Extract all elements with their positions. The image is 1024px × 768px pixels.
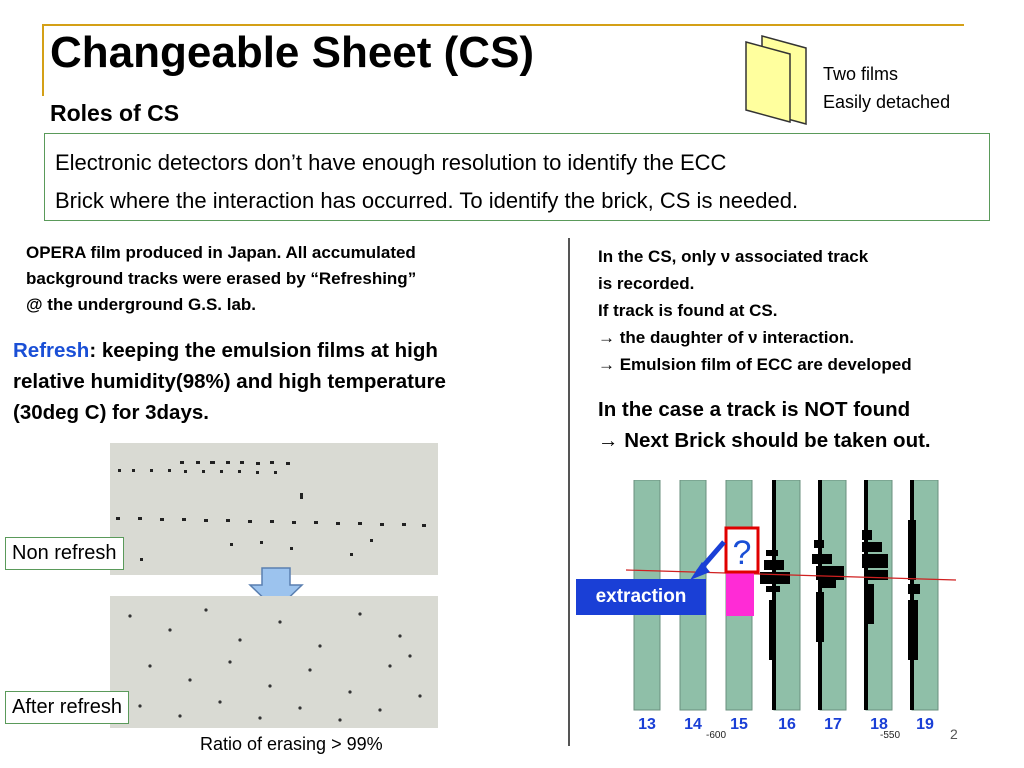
cs-line4: → the daughter of ν interaction. (598, 328, 854, 347)
films-note-line1: Two films (823, 64, 899, 84)
non-refresh-image (110, 443, 438, 575)
after-refresh-image (110, 596, 438, 728)
after-refresh-label: After refresh (5, 691, 129, 724)
opera-line1: OPERA film produced in Japan. All accumulated (26, 243, 416, 262)
brick-label-15: 15 (730, 716, 748, 733)
extraction-label: extraction (576, 579, 706, 615)
opera-description (26, 240, 556, 318)
cs-line5: → Emulsion film of ECC are developed (598, 355, 912, 374)
slide-subtitle: Roles of CS (50, 100, 180, 126)
brick-label-17: 17 (824, 716, 842, 733)
refresh-keyword: Refresh (13, 339, 90, 362)
two-films-icon (742, 34, 822, 126)
cs-line3: If track is found at CS. (598, 301, 778, 320)
refresh-line1-rest: : keeping the emulsion films at high (89, 339, 438, 362)
non-refresh-tracks (110, 443, 438, 575)
page-number: 2 (950, 726, 958, 742)
cs-description (598, 243, 1024, 378)
roles-line1: Electronic detectors don’t have enough resolution to identify the ECC (55, 150, 727, 175)
opera-line3: @ the underground G.S. lab. (26, 295, 257, 314)
films-note-line2: Easily detached (823, 92, 951, 112)
opera-line2: background tracks were erased by “Refreshing” (26, 269, 417, 288)
axis-tick-550: -550 (879, 730, 901, 738)
not-found-line2: → Next Brick should be taken out. (598, 429, 931, 452)
question-mark: ? (732, 534, 752, 572)
brick-label-18: 18 (870, 716, 888, 733)
brick-label-19: 19 (916, 716, 934, 733)
title-rule (42, 24, 964, 26)
erasing-ratio: Ratio of erasing > 99% (200, 734, 383, 754)
not-found-note (598, 394, 1024, 456)
brick-label-16: 16 (778, 716, 796, 733)
roles-box (44, 133, 990, 221)
cs-line2: is recorded. (598, 274, 695, 293)
brick-label-14: 14 (684, 716, 702, 733)
column-divider (568, 238, 570, 746)
brick-label-13: 13 (638, 716, 656, 733)
not-found-line1: In the case a track is NOT found (598, 398, 911, 421)
title-left-rule (42, 24, 44, 96)
roles-line2: Brick where the interaction has occurred. To identify the brick, CS is needed. (55, 188, 799, 213)
refresh-line3: (30deg C) for 3days. (13, 401, 209, 424)
slide-title: Changeable Sheet (CS) (50, 28, 535, 77)
refresh-description (13, 335, 563, 428)
after-refresh-dots (110, 596, 438, 728)
refresh-line2: relative humidity(98%) and high temperature (13, 370, 446, 393)
films-note (823, 60, 950, 116)
non-refresh-label: Non refresh (5, 537, 124, 570)
axis-tick-600: -600 (705, 730, 727, 738)
cs-line1: In the CS, only ν associated track (598, 247, 869, 266)
